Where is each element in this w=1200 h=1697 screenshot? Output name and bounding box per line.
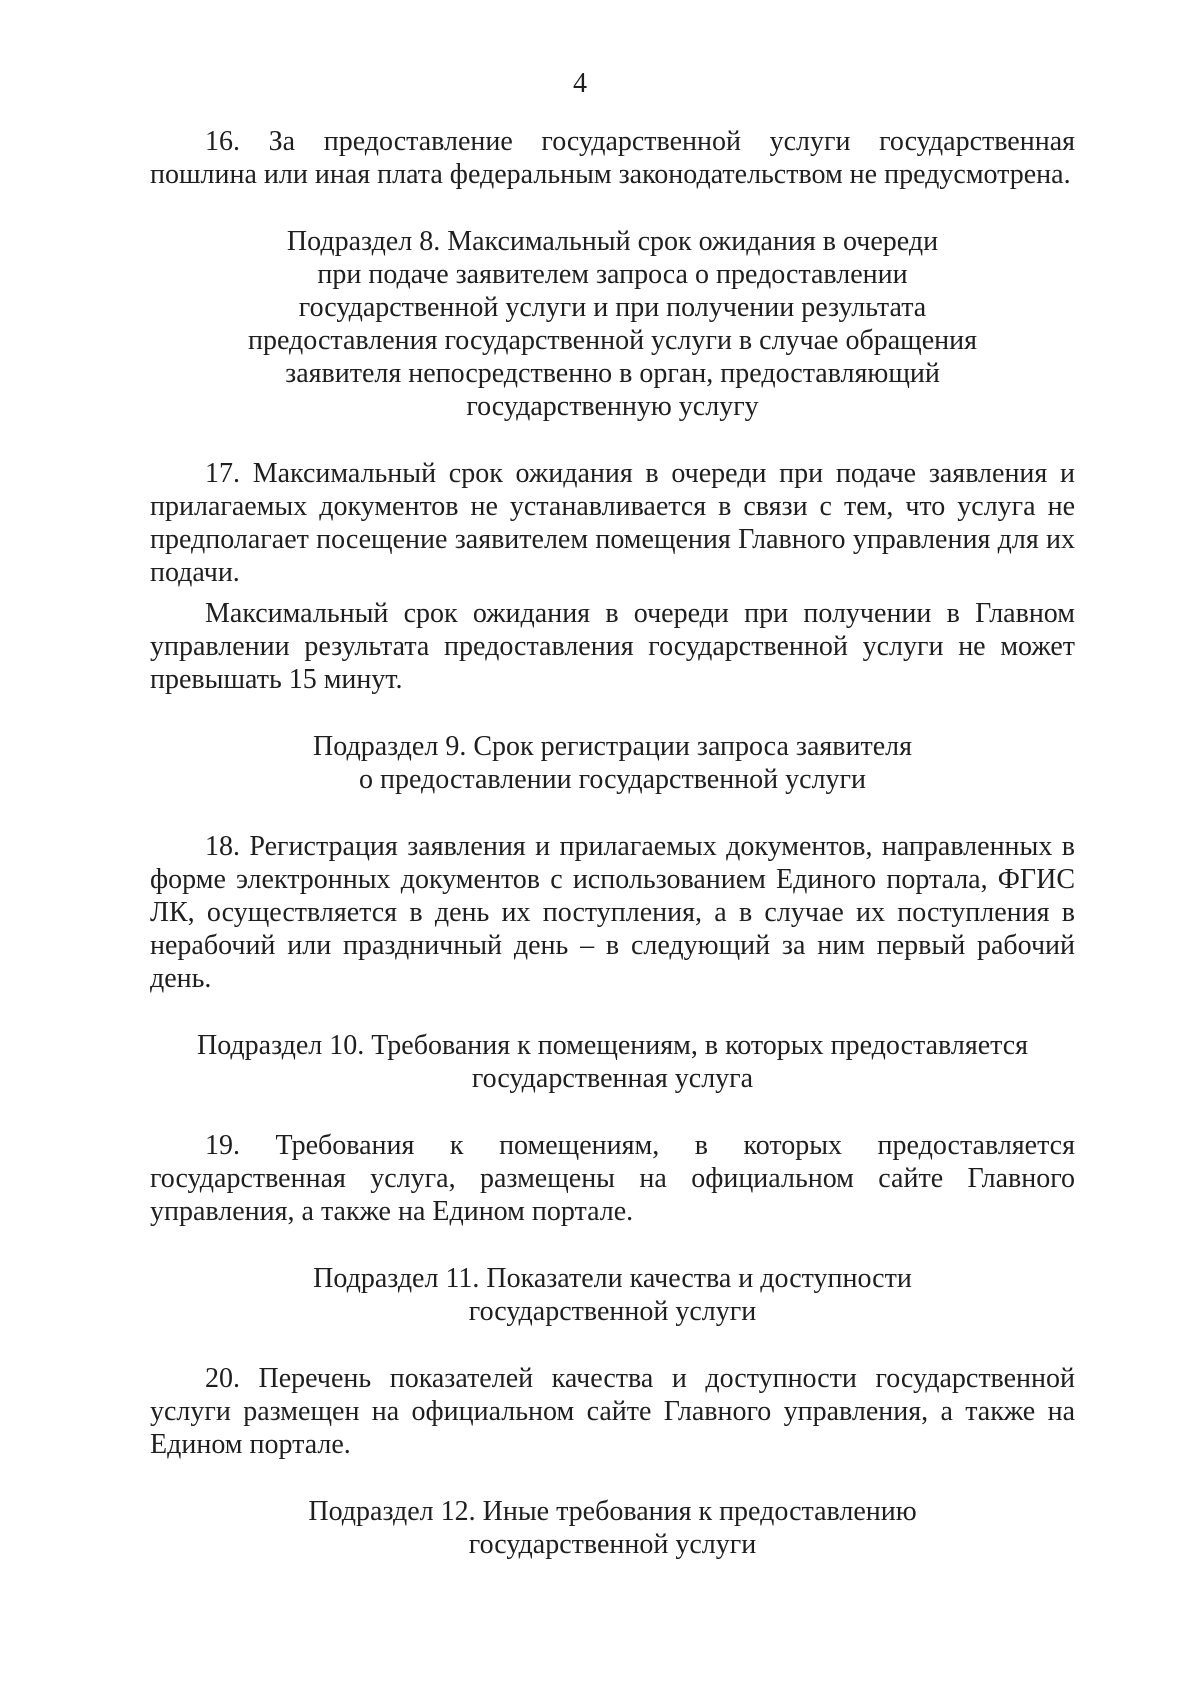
heading-subsection-11 (150, 1262, 1075, 1328)
heading-subsection-8 (150, 225, 1075, 423)
heading-line: государственной услуги и при получении результата (298, 292, 927, 323)
heading-line: Подраздел 11. Показатели качества и доступности (313, 1263, 912, 1294)
heading-subsection-9 (150, 730, 1075, 796)
heading-line: заявителя непосредственно в орган, предоставляющий (285, 358, 940, 389)
paragraph-17-continued: Максимальный срок ожидания в очереди при получении в Главном управлении результата предоставления государственной услуги не может превышать 15 минут. (150, 598, 1075, 695)
heading-line: предоставления государственной услуги в случае обращения (247, 325, 977, 356)
heading-line: Подраздел 12. Иные требования к предоставлению (308, 1496, 917, 1527)
heading-line: государственной услуги (468, 1529, 757, 1560)
paragraph-16: 16. За предоставление государственной услуги государственная пошлина или иная плата федеральным законодательством не предусмотрена. (150, 126, 1075, 190)
page-number: 4 (573, 68, 587, 99)
paragraph-17: 17. Максимальный срок ожидания в очереди при подаче заявления и прилагаемых документов не устанавливается в связи с тем, что услуга не предполагает посещение заявителем помещения Главного управления для их подачи. (150, 458, 1075, 588)
document-body (150, 125, 1075, 1561)
heading-line: Подраздел 9. Срок регистрации запроса заявителя (313, 731, 912, 762)
paragraph-20: 20. Перечень показателей качества и доступности государственной услуги размещен на официальном сайте Главного управления, а также на Едином портале. (150, 1363, 1075, 1460)
heading-line: Подраздел 10. Требования к помещениям, в которых предоставляется (196, 1030, 1029, 1061)
heading-line: государственная услуга (471, 1063, 754, 1094)
heading-line: Подраздел 8. Максимальный срок ожидания в очереди (286, 226, 939, 257)
heading-subsection-12 (150, 1495, 1075, 1561)
paragraph-19: 19. Требования к помещениям, в которых предоставляется государственная услуга, размещены на официальном сайте Главного управления, а также на Едином портале. (150, 1130, 1075, 1227)
heading-line: государственную услугу (466, 391, 759, 422)
heading-line: при подаче заявителем запроса о предоставлении (317, 259, 908, 290)
heading-line: государственной услуги (468, 1296, 757, 1327)
heading-line: о предоставлении государственной услуги (358, 764, 867, 795)
heading-subsection-10 (150, 1029, 1075, 1095)
paragraph-18: 18. Регистрация заявления и прилагаемых документов, направленных в форме электронных документов с использованием Единого портала, ФГИС ЛК, осуществляется в день их поступления, а в случае их поступления в нерабочий или праздничный день – в следующий за ним первый рабочий день. (150, 831, 1075, 994)
